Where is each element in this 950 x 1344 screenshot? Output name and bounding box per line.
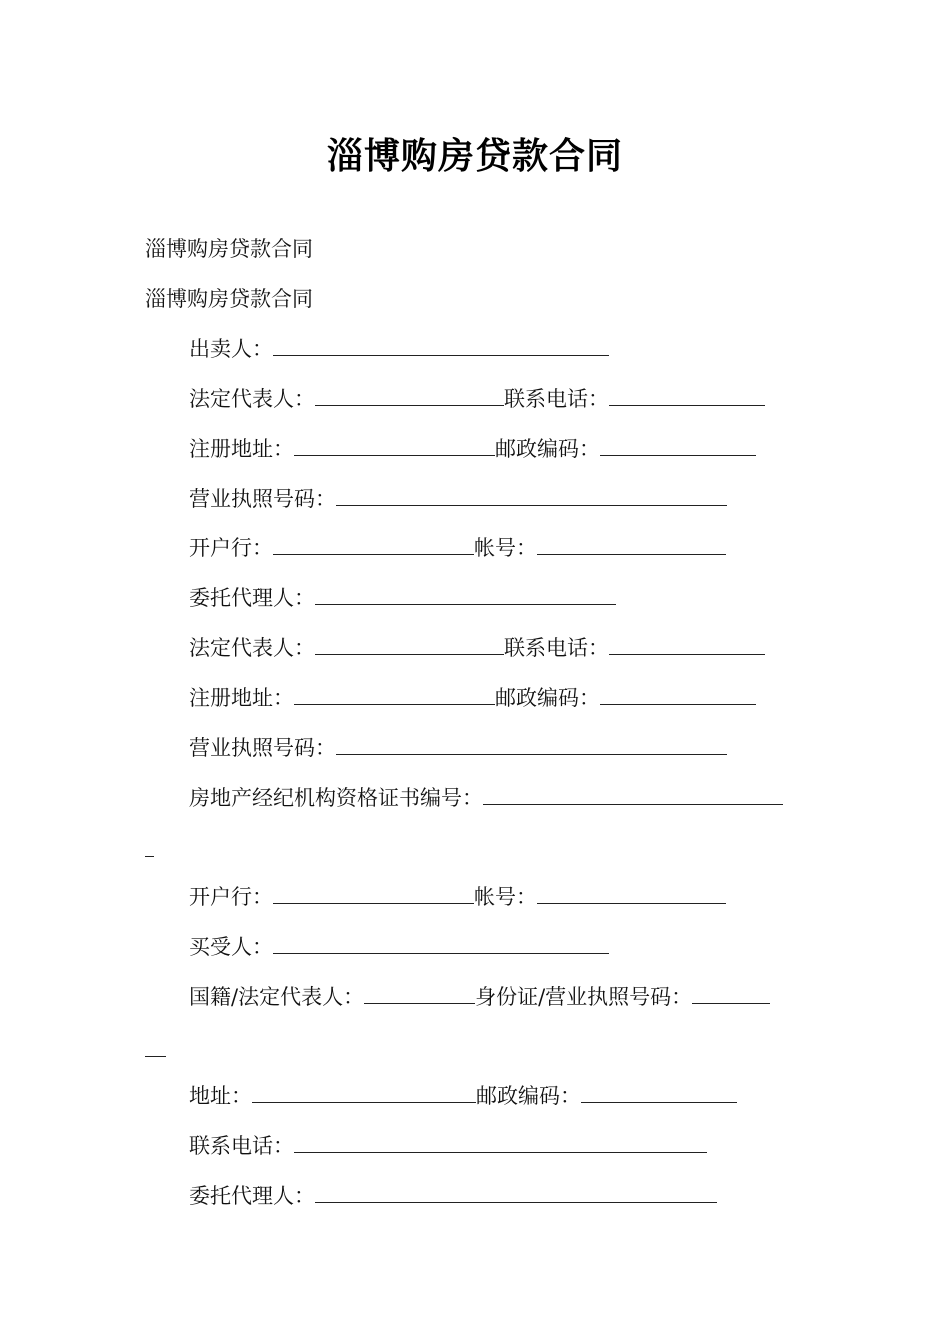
agent-account-label: 帐号： [474, 885, 537, 909]
agent-license-label: 营业执照号码： [189, 736, 336, 760]
agent-postcode-field[interactable] [600, 684, 756, 705]
seller-name-field[interactable] [273, 335, 609, 356]
buyer-id-label: 身份证/营业执照号码： [475, 985, 693, 1009]
agent-row [189, 583, 616, 613]
seller-legal-rep-field[interactable] [315, 385, 504, 406]
seller-phone-label: 联系电话： [504, 387, 609, 411]
seller-account-label: 帐号： [474, 536, 537, 560]
buyer-row [189, 932, 609, 962]
seller-legal-rep-row [189, 384, 765, 414]
buyer-address-label: 地址： [189, 1084, 252, 1108]
seller-account-field[interactable] [537, 534, 726, 555]
buyer-nationality-field[interactable] [364, 983, 475, 1004]
seller-bank-label: 开户行： [189, 536, 273, 560]
buyer-agent-field[interactable] [315, 1182, 717, 1203]
agent-legal-rep-field[interactable] [315, 634, 504, 655]
seller-license-field[interactable] [336, 485, 727, 506]
buyer-agent-label: 委托代理人： [189, 1184, 315, 1208]
agent-reg-address-field[interactable] [294, 684, 495, 705]
agent-legal-rep-label: 法定代表人： [189, 636, 315, 660]
agent-address-row [189, 683, 756, 713]
agent-legal-rep-row [189, 633, 765, 663]
seller-phone-field[interactable] [609, 385, 765, 406]
buyer-id-row [189, 982, 770, 1012]
agent-bank-label: 开户行： [189, 885, 273, 909]
document-title: 淄博购房贷款合同 [326, 136, 623, 177]
seller-bank-row [189, 533, 726, 563]
subtitle-line-1: 淄博购房贷款合同 [145, 237, 313, 261]
agent-cert-field[interactable] [483, 784, 783, 805]
agent-phone-label: 联系电话： [504, 636, 609, 660]
agent-license-field[interactable] [336, 734, 727, 755]
buyer-name-field[interactable] [273, 933, 609, 954]
seller-license-label: 营业执照号码： [189, 487, 336, 511]
buyer-phone-field[interactable] [294, 1132, 707, 1153]
buyer-agent-row [189, 1181, 717, 1211]
seller-name-label: 出卖人： [189, 337, 273, 361]
buyer-address-field[interactable] [252, 1082, 476, 1103]
agent-cert-label: 房地产经纪机构资格证书编号： [189, 786, 483, 810]
buyer-postcode-field[interactable] [581, 1082, 737, 1103]
agent-cert-field-continuation[interactable] [145, 856, 154, 857]
buyer-id-field-continuation[interactable] [145, 1056, 166, 1057]
seller-bank-field[interactable] [273, 534, 474, 555]
buyer-name-label: 买受人： [189, 935, 273, 959]
agent-name-label: 委托代理人： [189, 586, 315, 610]
buyer-phone-label: 联系电话： [189, 1134, 294, 1158]
agent-cert-row [189, 783, 783, 813]
buyer-phone-row [189, 1131, 707, 1161]
buyer-address-row [189, 1081, 737, 1111]
agent-postcode-label: 邮政编码： [495, 686, 600, 710]
buyer-id-field[interactable] [692, 983, 770, 1004]
seller-reg-address-label: 注册地址： [189, 437, 294, 461]
agent-license-row [189, 733, 727, 763]
seller-reg-address-field[interactable] [294, 435, 495, 456]
buyer-postcode-label: 邮政编码： [476, 1084, 581, 1108]
agent-phone-field[interactable] [609, 634, 765, 655]
seller-address-row [189, 434, 756, 464]
agent-bank-row [189, 882, 726, 912]
agent-bank-field[interactable] [273, 883, 474, 904]
buyer-nationality-label: 国籍/法定代表人： [189, 985, 365, 1009]
seller-license-row [189, 484, 727, 514]
seller-postcode-label: 邮政编码： [495, 437, 600, 461]
agent-account-field[interactable] [537, 883, 726, 904]
seller-legal-rep-label: 法定代表人： [189, 387, 315, 411]
subtitle-line-2: 淄博购房贷款合同 [145, 287, 313, 311]
agent-name-field[interactable] [315, 584, 616, 605]
seller-postcode-field[interactable] [600, 435, 756, 456]
agent-reg-address-label: 注册地址： [189, 686, 294, 710]
seller-row [189, 334, 609, 364]
